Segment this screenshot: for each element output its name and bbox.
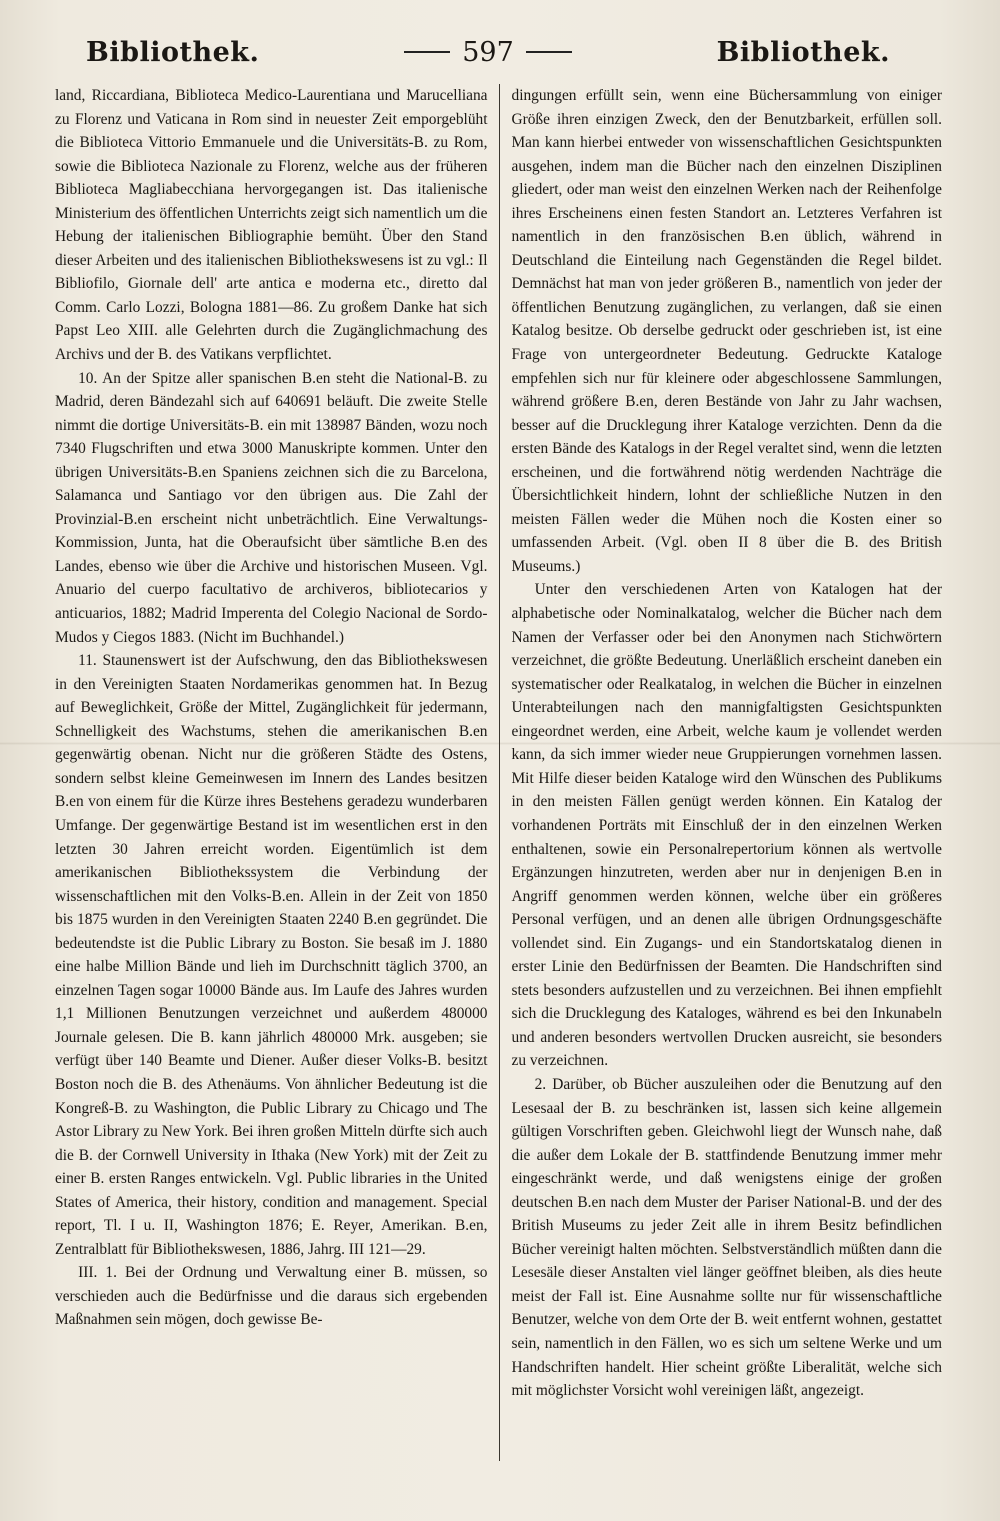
paragraph-left-3: 11. Staunenswert ist der Aufschwung, den das Bibliothekswesen in den Vereinigten Staaten Nordamerikas genommen hat. In Bezug auf Beweglichkeit, Größe der Mittel, Zugänglichkeit für jedermann, Schnelligkeit des Wachstums, stehen die amerikanischen B.en gegenwärtig obenan. Nicht nur die größeren Städte des Ostens, sondern selbst kleine Gemeinwesen im Innern des Landes besitzen B.en von einem für die Kürze ihres Bestehens geradezu wunderbaren Umfange. Der gegenwärtige Bestand ist im wesentlichen erst in den letzten 30 Jahren erreicht worden. Eigentümlich ist dem amerikanischen Bibliothekssystem die Verbindung der wissenschaftlichen mit den Volks-B.en. Allein in der Zeit von 1850 bis 1875 wurden in den Vereinigten Staaten 2240 B.en gegründet. Die bedeutendste ist die Public Library zu Boston. Sie besaß im J. 1880 eine halbe Million Bände und lieh im Durchschnitt täglich 3700, an einzelnen Tagen sogar 10000 Bände aus. Im Laufe des Jahres wurden 1,1 Millionen Benutzungen verzeichnet und außerdem 480000 Journale gelesen. Die B. kann jährlich 480000 Mrk. ausgeben; sie verfügt über 140 Beamte und Diener. Außer dieser Volks-B. besitzt Boston noch die B. des Athenäums. Von ähnlicher Bedeutung ist die Kongreß-B. zu Washington, die Public Library zu Chicago und The Astor Library zu New York. Bei ihren großen Mitteln dürfte sich auch die B. der Cornwell University in Ithaka (New York) mit der Zeit zu einer B. ersten Ranges entwickeln. Vgl. Public libraries in the United States of America, their history, condition and management. Special report, Tl. I u. II, Washington 1876; E. Reyer, Amerikan. B.en, Zentralblatt für Bibliothekswesen, 1886, Jahrg. III 121—29. xyxy=(55,652,488,1258)
paragraph-right-2: Unter den verschiedenen Arten von Katalogen hat der alphabetische oder Nominalkatalog, welcher die Bücher nach dem Namen der Verfasser oder bei den Anonymen nach Stichwörtern verzeichnet, die größte Bedeutung. Unerläßlich erscheint daneben ein systematischer oder Realkatalog, in welchen die Bücher in einzelnen Unterabteilungen nach den mannigfaltigsten Gesichtspunkten eingeordnet werden, eine Arbeit, welche kaum je vollendet werden kann, da sich immer wieder neue Gruppierungen vornehmen lassen. Mit Hilfe dieser beiden Kataloge wird den Wünschen des Publikums in den meisten Fällen genügt werden können. Ein Katalog der vorhandenen Porträts mit Einschluß der in den einzelnen Werken enthaltenen, sowie ein Personalrepertorium können als wertvolle Ergänzungen hinzutreten, werden aber nur in denjenigen B.en in Angriff genommen werden können, welche über ein größeres Personal verfügen, und an denen alle übrigen Ordnungsgeschäfte vollendet sind. Ein Zugangs- und ein Standortskatalog dienen in erster Linie den Bedürfnissen der Beamten. Die Handschriften sind stets besonders aufzustellen und zu verzeichnen. Bei ihnen empfiehlt sich die Drucklegung des Kataloges, während es bei den Inkunabeln und anderen besonders wertvollen Drucken ausreicht, sie besonders zu verzeichnen. xyxy=(511,581,942,1070)
text-columns xyxy=(55,84,942,1461)
running-head-right: Bibliothek. xyxy=(716,36,890,68)
running-head-left: Bibliothek. xyxy=(86,36,260,68)
left-column xyxy=(55,84,499,1461)
dash-right xyxy=(526,51,572,53)
paragraph-left-2: 10. An der Spitze aller spanischen B.en steht die National-B. zu Madrid, deren Bändezahl sich auf 640691 beläuft. Die zweite Stelle nimmt die dortige Universitäts-B. ein mit 138987 Bänden, wozu noch 7340 Flugschriften und etwa 3000 Manuskripte kommen. Unter den übrigen Universitäts-B.en Spaniens zeichnen sich die zu Barcelona, Salamanca und Santiago vor den übrigen aus. Die Zahl der Provinzial-B.en erscheint nicht unbeträchtlich. Eine Verwaltungs-Kommission, Junta, hat die Oberaufsicht über sämtliche B.en des Landes, ebenso wie über die Archive und historischen Museen. Vgl. Anuario del cuerpo facultativo de archiveros, bibliotecarios y anticuarios, 1882; Madrid Imperenta del Colegio Nacional de Sordo-Mudos y Ciegos 1883. (Nicht im Buchhandel.) xyxy=(55,369,488,646)
page-number: 597 xyxy=(462,36,514,68)
page-header xyxy=(86,30,890,74)
paragraph-right-3: 2. Darüber, ob Bücher auszuleihen oder die Benutzung auf den Lesesaal der B. zu beschränken ist, lassen sich keine allgemein gültigen Vorschriften geben. Gleichwohl liegt der Wunsch nahe, daß die außer dem Lokale der B. stattfindende Benutzung immer mehr eingeschränkt werde, und daß wenigstens einige der großen deutschen B.en nach dem Muster der Pariser National-B. und der des British Museums zu jeder Zeit alle in ihrem Besitz befindlichen Bücher vereinigt halten möchten. Selbstverständlich müßten dann die Lesesäle dieser Anstalten viel länger geöffnet bleiben, als dies heute meist der Fall ist. Eine Ausnahme sollte nur für wissenschaftliche Benutzer, welche von dem Orte der B. weit entfernt wohnen, gestattet sein, namentlich in den Fällen, wo es sich um seltene Werke und um Handschriften handelt. Hier scheint größte Liberalität, welche sich mit möglichster Vorsicht wohl vereinigen läßt, angezeigt. xyxy=(511,1075,942,1400)
paragraph-left-1: land, Riccardiana, Biblioteca Medico-Laurentiana und Marucelliana zu Florenz und Vaticana in Rom sind in neuester Zeit emporgeblüht die Biblioteca Vittorio Emmanuele und die Universitäts-B. zu Rom, sowie die Biblioteca Nazionale zu Florenz, welche aus der früheren Biblioteca Magliabecchiana hervorgegangen ist. Das italienische Ministerium des öffentlichen Unterrichts zeigt sich namentlich um die Hebung der italienischen Bibliographie bemüht. Über den Stand dieser Arbeiten und des italienischen Bibliothekswesens ist zu vgl.: Il Bibliofilo, Giornale dell' arte antica e moderna etc., diretto dal Comm. Carlo Lozzi, Bologna 1881—86. Zu großem Danke hat sich Papst Leo XIII. alle Gelehrten durch die Zugänglichmachung des Archivs und der B. des Vatikans verpflichtet. xyxy=(55,87,488,364)
paragraph-left-4: III. 1. Bei der Ordnung und Verwaltung einer B. müssen, so verschieden auch die Bedürfnisse und die daraus sich ergebenden Maßnahmen sein mögen, doch gewisse Be- xyxy=(55,1264,488,1329)
right-column xyxy=(499,84,943,1461)
page-number-group xyxy=(404,37,572,68)
dash-left xyxy=(404,51,450,53)
paragraph-right-1: dingungen erfüllt sein, wenn eine Büchersammlung von einiger Größe ihren einzigen Zweck, den der Benutzbarkeit, erfüllen soll. Man kann hierbei entweder von wissenschaftlichen Gesichtspunkten ausgehen, indem man die Bücher nach den einzelnen Disziplinen gliedert, oder man weist den einzelnen Werken nach der Reihenfolge ihres Erscheinens einen festen Standort an. Letzteres Verfahren ist namentlich in den französischen B.en üblich, während in Deutschland die Einteilung nach Gegenständen die Regel bildet. Demnächst hat man von jeder größeren B., namentlich von jeder der öffentlichen Benutzung zugänglichen, zu verlangen, daß sie einen Katalog besitze. Ob derselbe gedruckt oder geschrieben ist, ist eine Frage von untergeordneter Bedeutung. Gedruckte Kataloge empfehlen sich nur für kleinere oder abgeschlossene Sammlungen, während größere B.en, deren Bestände von Jahr zu Jahr wachsen, besser auf die Drucklegung ihrer Kataloge verzichten. Denn da die ersten Bände des Katalogs in der Regel veraltet sind, wenn die letzten erscheinen, und die fortwährend nötig werdenden Nachträge die Übersichtlichkeit hindern, lohnt der schließliche Nutzen in den meisten Fällen weder die Mühen noch die Kosten einer so umfassenden Arbeit. (Vgl. oben II 8 über die B. des British Museums.) xyxy=(511,87,942,575)
